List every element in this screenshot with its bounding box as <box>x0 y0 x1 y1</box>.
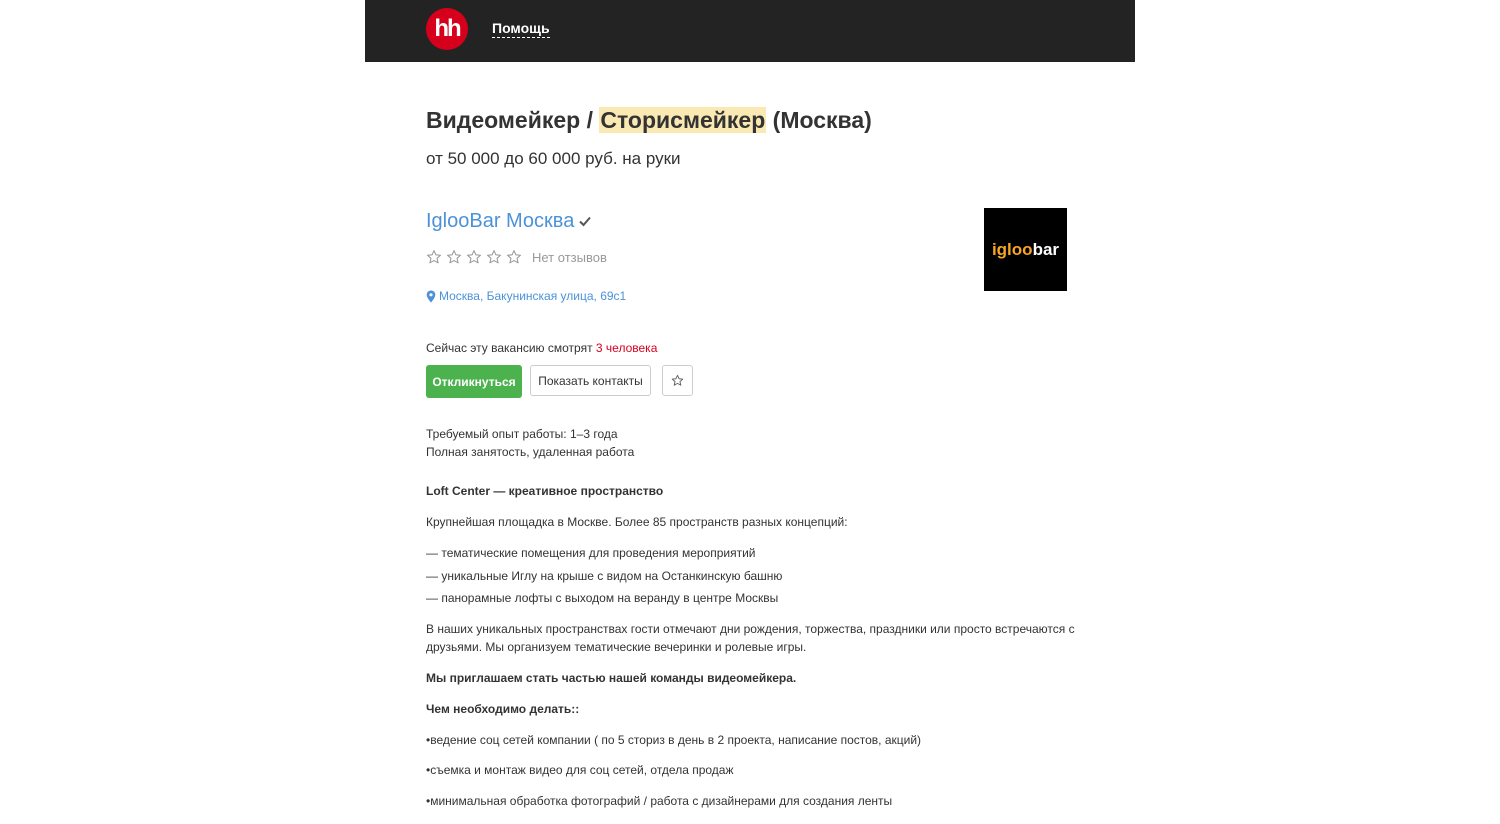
hh-logo[interactable]: hh <box>426 8 468 50</box>
company-logo[interactable] <box>984 208 1067 291</box>
no-reviews-label[interactable]: Нет отзывов <box>532 250 607 265</box>
map-pin-icon <box>426 290 436 303</box>
feature-item: — тематические помещения для проведения мероприятий <box>426 546 756 560</box>
experience-required: Требуемый опыт работы: 1–3 года <box>426 427 618 441</box>
rating-stars[interactable] <box>426 249 522 265</box>
star-icon <box>506 249 522 265</box>
feature-item: — уникальные Иглу на крыше с видом на Останкинскую башню <box>426 569 783 583</box>
task-item: •минимальная обработка фотографий / работа с дизайнерами для создания ленты <box>426 794 893 808</box>
viewing-count: 3 человека <box>595 341 658 355</box>
company-name-link[interactable]: IglooBar Москва <box>426 210 575 232</box>
description-heading: Loft Center — креативное пространство <box>426 484 664 498</box>
title-part-2: (Москва) <box>766 107 872 133</box>
feature-item: — панорамные лофты с выходом на веранду в центре Москвы <box>426 591 779 605</box>
invite-text: Мы приглашаем стать частью нашей команды видеомейкера. <box>426 671 797 685</box>
star-icon <box>446 249 462 265</box>
salary: от 50 000 до 60 000 руб. на руки <box>426 149 681 168</box>
task-item: •съемка и монтаж видео для соц сетей, отдела продаж <box>426 763 734 777</box>
top-header <box>365 0 1135 62</box>
vacancy-title <box>426 103 872 137</box>
favorite-button[interactable] <box>662 365 693 396</box>
respond-button[interactable]: Откликнуться <box>426 365 522 398</box>
viewing-prefix: Сейчас эту вакансию смотрят <box>426 341 596 355</box>
description-intro: Крупнейшая площадка в Москве. Более 85 пространств разных концепций: <box>426 515 848 529</box>
star-icon <box>466 249 482 265</box>
company-address[interactable] <box>426 289 626 303</box>
address-text: Москва, Бакунинская улица, 69с1 <box>439 289 627 303</box>
help-link[interactable]: Помощь <box>492 20 550 36</box>
star-icon <box>671 374 684 387</box>
viewing-now <box>426 340 657 356</box>
logo-text-part-2: bar <box>1032 239 1060 259</box>
logo-text-part-1: igloo <box>991 239 1033 259</box>
tasks-heading: Чем необходимо делать:: <box>426 702 580 716</box>
show-contacts-button[interactable]: Показать контакты <box>530 365 651 396</box>
task-item: •ведение соц сетей компании ( по 5 сториз в день в 2 проекта, написание постов, акций) <box>426 733 922 747</box>
checkmark-icon <box>578 214 592 228</box>
description-paragraph-line-2: друзьями. Мы организуем тематические вечеринки и ролевые игры. <box>426 640 807 654</box>
star-icon <box>426 249 442 265</box>
title-highlight: Сторисмейкер <box>600 107 766 133</box>
employment-type: Полная занятость, удаленная работа <box>426 445 635 459</box>
star-icon <box>486 249 502 265</box>
description-paragraph-line-1: В наших уникальных пространствах гости отмечают дни рождения, торжества, праздники или просто встречаются с <box>426 622 1075 636</box>
title-part-1: Видеомейкер / <box>426 107 600 133</box>
